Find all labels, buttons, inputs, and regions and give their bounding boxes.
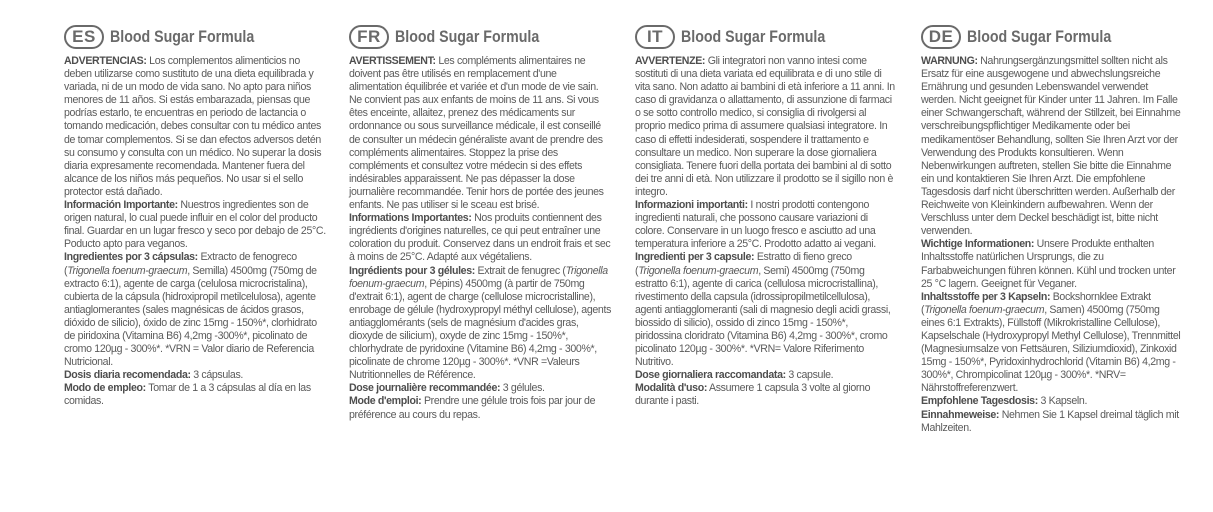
ingredients-text-after: , Semilla) 4500mg (750mg de extracto 6:1), agente de carga (celulosa microcristalina), cubierta de la cápsula (hidroxipropil metilcelulosa), agente antiaglomerantes (sales magnésicas de ácidos grasos, dióxido de silicio), óxido de zinc 15mg - 150%*, clorhidrato de piridoxina (Vitamina B6) 4,2mg -300%*, picolinato de cromo 120µg - 300%*. *VRN = Valor diario de Referencia Nutricional. <box>64 264 317 369</box>
label-column-it <box>635 22 897 409</box>
ingredients-text-before: Estratto di fieno greco ( <box>635 251 852 277</box>
product-title: Blood Sugar Formula <box>681 27 826 46</box>
usage-label: Modo de empleo: <box>64 382 146 395</box>
info-text: Nuestros ingredientes son de origen natural, lo cual puede influir en el color del producto final. Guardar en un lugar fresco y seco por debajo de 25°C. Poducto apto para veganos. <box>64 199 326 251</box>
warning-text: Les compléments alimentaires ne doivent pas être utilisés en remplacement d'une alimentation équilibrée et variée et d'un mode de vie sain. Ne convient pas aux enfants de moins de 11 ans. Si vous êtes enceinte, allaitez, prenez des médicaments sur ordonnance ou sous surveillance médicale, il est conseillé de consulter un médecin généraliste avant de prendre des compléments alimentaires. Stoppez la prise des compléments et consultez votre médecin si des effets indésirables apparaissent. Ne pas dépasser la dose journalière recommandée. Tenir hors de portée des jeunes enfants. Ne pas utiliser si le sceau est brisé. <box>349 55 604 212</box>
warning-label: WARNUNG: <box>921 55 978 67</box>
warning-text: Los complementos alimenticios no deben utilizarse como sustituto de una dieta equilibrada y variada, ni de un modo de vida sano. No apto para niños menores de 11 años. Si estás embarazada, piensas que podrías estarlo, te encuentras en periodo de lactancia o tomando medicación, debes consultar con tu médico antes de tomar complementos. Si se dan efectos adversos detén su consumo y consulta con un médico. No superar la dosis diaria expresamente recomendada. Mantener fuera del alcance de los niños más pequeños. No usar si el sello protector está dañado. <box>64 55 322 198</box>
ingredients-text-before: Extrait de fenugrec ( <box>474 264 566 277</box>
dose-text: 3 Kapseln. <box>1037 395 1088 408</box>
dose-label: Empfohlene Tagesdosis: <box>921 395 1038 408</box>
ingredients-section <box>921 291 1183 396</box>
product-title: Blood Sugar Formula <box>967 27 1112 46</box>
scientific-name: Trigonella foenum-graecum <box>67 264 188 277</box>
ingredients-label: Ingredienti per 3 capsule: <box>635 251 755 264</box>
usage-text: Prendre une gélule trois fois par jour de préférence au cours du repas. <box>349 395 596 421</box>
scientific-name: Trigonella foenum-graecum <box>638 264 759 277</box>
label-column-fr <box>349 22 611 422</box>
ingredients-section <box>64 251 326 369</box>
ingredients-section <box>349 265 611 383</box>
usage-section <box>64 382 326 408</box>
label-text <box>64 55 326 409</box>
warning-section <box>64 55 326 199</box>
column-header <box>921 22 1183 52</box>
dose-text: 3 cápsulas. <box>190 369 244 382</box>
language-badge: FR <box>349 25 389 49</box>
dose-section <box>349 382 611 395</box>
dose-label: Dosis diaria recomendada: <box>64 369 191 382</box>
label-text <box>921 55 1183 435</box>
ingredients-section <box>635 251 897 369</box>
ingredients-text-before: Extracto de fenogreco ( <box>64 251 297 277</box>
ingredients-text-after: , Pépins) 4500mg (à partir de 750mg d'extrait 6:1), agent de charge (cellulose microcristalline), enrobage de gélule (hydroxypropyl méthyl cellulose), agents antiagglomérants (sels de magnésium d'acides gras, dioxyde de silicium), oxyde de zinc 15mg - 150%*, chlorhydrate de pyridoxine (Vitamine B6) 4,2mg - 300%*, picolinate de chrome 120µg - 300%*. *VNR =Valeurs Nutritionnelles de Référence. <box>349 277 612 382</box>
language-badge: DE <box>921 25 961 49</box>
scientific-name: Trigonella foenum-graecum <box>349 264 608 290</box>
column-header <box>349 22 611 52</box>
info-text: Nos produits contiennent des ingrédients d'origines naturelles, ce qui peut entraîner une coloration du produit. Conservez dans un endroit frais et sec à moins de 25°C. Adapté aux végétaliens. <box>349 212 611 264</box>
warning-section <box>921 55 1183 238</box>
warning-label: ADVERTENCIAS: <box>64 55 147 67</box>
scientific-name: Trigonella foenum-graecum <box>924 303 1045 316</box>
ingredients-text-before: Bockshornklee Extrakt ( <box>921 290 1151 316</box>
info-section <box>635 199 897 251</box>
usage-label: Einnahmeweise: <box>921 408 1000 421</box>
dose-section <box>921 395 1183 408</box>
dose-text: 3 capsule. <box>785 369 834 382</box>
dose-label: Dose giornaliera raccomandata: <box>635 369 786 382</box>
column-header <box>64 22 326 52</box>
ingredients-text-after: , Semi) 4500mg (750mg estratto 6:1), agente di carica (cellulosa microcristallina), rivestimento della capsula (idrossipropilmetilcellulosa), agenti antiagglomeranti (sali di magnesio degli acidi grassi, biossido di silicio), ossido di zinco 15mg - 150%*, piridossina cloridrato (Vitamina B6) 4,2mg - 300%*, cromo picolinato 120µg - 300%*. *VRN= Valore Riferimento Nutritivo. <box>635 264 891 369</box>
usage-section <box>635 382 897 408</box>
usage-label: Modalità d'uso: <box>635 382 708 395</box>
warning-text: Nahrungsergänzungsmittel sollten nicht als Ersatz für eine ausgewogene und abwechslungsreiche Ernährung und gesunden Lebenswandel verwendet werden. Nicht geeignet für Kinder unter 11 Jahren. Im Falle einer Schwangerschaft, während der Stillzeit, bei Einnahme verschreibungspflichtiger Medikamente oder bei medikamentöser Behandlung, sollten Sie Ihren Arzt vor der Verwendung des Produkts konsultieren. Wenn Nebenwirkungen auftreten, stellen Sie bitte die Einnahme ein und kontaktieren Sie Ihren Arzt. Die empfohlene Tagesdosis darf nicht überschritten werden. Außerhalb der Reichweite von Kleinkindern aufbewahren. Wenn der Verschluss unter dem Deckel beschädigt ist, bitte nicht verwenden. <box>921 55 1181 238</box>
info-label: Informations Importantes: <box>349 212 472 225</box>
warning-label: AVVERTENZE: <box>635 55 706 67</box>
usage-text: Nehmen Sie 1 Kapsel dreimal täglich mit Mahlzeiten. <box>921 408 1179 434</box>
usage-text: Tomar de 1 a 3 cápsulas al día en las comidas. <box>64 382 311 408</box>
warning-section <box>635 55 897 199</box>
dose-text: 3 gélules. <box>500 382 545 395</box>
column-header <box>635 22 897 52</box>
language-badge: ES <box>64 25 104 49</box>
label-text <box>635 55 897 409</box>
ingredients-label: Inhaltsstoffe per 3 Kapseln: <box>921 290 1051 303</box>
info-text: Unsere Produkte enthalten Inhaltsstoffe natürlichen Ursprungs, die zu Farbabweichungen führen können. Kühl und trocken unter 25 °C lagern. Geeignet für Veganer. <box>921 238 1176 290</box>
info-section <box>64 199 326 251</box>
ingredients-label: Ingrédients pour 3 gélules: <box>349 264 475 277</box>
usage-label: Mode d'emploi: <box>349 395 422 408</box>
ingredients-label: Ingredientes por 3 cápsulas: <box>64 251 198 264</box>
warning-label: AVERTISSEMENT: <box>349 55 436 67</box>
info-label: Informazioni importanti: <box>635 199 748 212</box>
label-text <box>349 55 611 422</box>
usage-text: Assumere 1 capsula 3 volte al giorno durante i pasti. <box>635 382 871 408</box>
info-section <box>349 212 611 264</box>
dose-section <box>64 369 326 382</box>
usage-section <box>349 395 611 421</box>
usage-section <box>921 409 1183 435</box>
info-label: Información Importante: <box>64 199 178 212</box>
info-text: I nostri prodotti contengono ingredienti naturali, che possono causare variazioni di colore. Conservare in un luogo fresco e asciutto ad una temperatura inferiore a 25°C. Prodotto adatto ai vegani. <box>635 199 876 251</box>
product-title: Blood Sugar Formula <box>395 27 540 46</box>
dose-label: Dose journalière recommandée: <box>349 382 501 395</box>
product-title: Blood Sugar Formula <box>110 27 255 46</box>
dose-section <box>635 369 897 382</box>
warning-text: Gli integratori non vanno intesi come sostituti di una dieta variata ed equilibrata e di uno stile di vita sano. Non adatto ai bambini di età inferiore a 11 anni. In caso di gravidanza o allattamento, di assunzione di farmaci o se sotto controllo medico, si consiglia di rivolgersi al proprio medico prima di assumere qualsiasi integratore. In caso di effetti indesiderati, sospendere il trattamento e consultare un medico. Non superare la dose giornaliera consigliata. Tenere fuori della portata dei bambini al di sotto dei tre anni di età. Non utilizzare il prodotto se il sigillo non è integro. <box>635 55 895 198</box>
info-label: Wichtige Informationen: <box>921 238 1035 251</box>
ingredients-text-after: , Samen) 4500mg (750mg eines 6:1 Extrakts), Füllstoff (Mikrokristalline Cellulose), Kapselschale (Hydroxypropyl Methyl Cellulose), Trennmittel (Magnesiumsalze von Fettsäuren, Siliziumdioxid), Zinkoxid 15mg - 150%*, Pyridoxinhydrochlorid (Vitamin B6) 4,2mg - 300%*, Chrompicolinat 120µg - 300%*. *NRV= Nährstoffreferenzwert. <box>921 303 1181 395</box>
label-column-de <box>921 22 1183 435</box>
warning-section <box>349 55 611 212</box>
language-badge: IT <box>635 25 675 49</box>
label-column-es <box>64 22 326 409</box>
info-section <box>921 238 1183 290</box>
